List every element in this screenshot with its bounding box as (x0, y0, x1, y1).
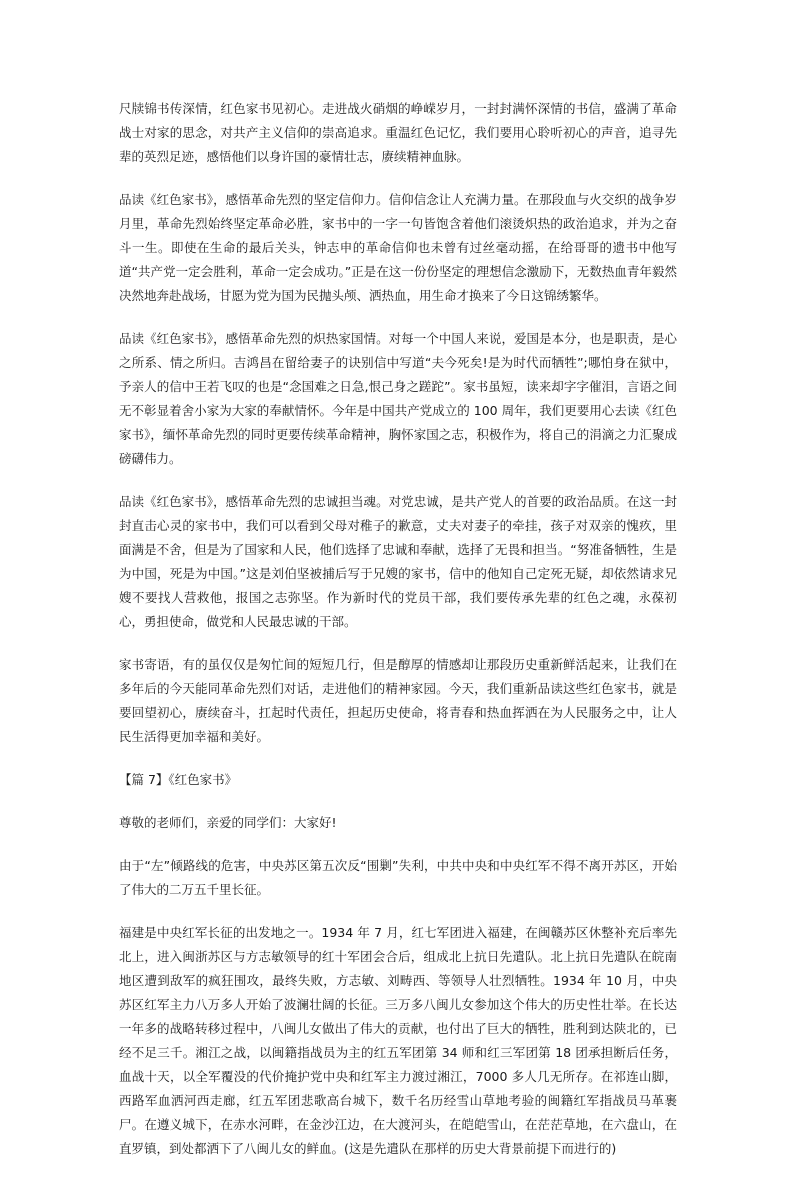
body-paragraph: 福建是中央红军长征的出发地之一。1934 年 7 月，红七军团进入福建，在闽赣苏区休整补充后率先北上，进入闽浙苏区与方志敏领导的红十军团会合后，组成北上抗日先遣队。北上抗日先遣队在皖南地区遭到敌军的疯狂围攻，最终失败，方志敏、刘畴西、等领导人壮烈牺牲。1934 年 10 月，中央苏区红军主力八万多人开始了波澜壮阔的长征。三万多八闽儿女参加这个伟大的历史性壮举。在长达一年多的战略转移过程中，八闽儿女做出了伟大的贡献，也付出了巨大的牺牲，胜利到达陕北的，已经不足三千。湘江之战，以闽籍指战员为主的红五军团第 34 师和红三军团第 18 团承担断后任务，血战十天，以全军覆没的代价掩护党中央和红军主力渡过湘江，7000 多人几无所存。在祁连山脚，西路军血洒河西走廊，红五军团悲歌高台城下，数千名历经雪山草地考验的闽籍红军指战员马革裹尸。在遵义城下，在赤水河畔，在金沙江边，在大渡河头，在皑皑雪山，在茫茫草地，在六盘山，在直罗镇，到处都洒下了八闽儿女的鲜血。(这是先遣队在那样的历史大背景前提下而进行的) (119, 925, 677, 1156)
body-paragraph: 由于“左”倾路线的危害，中央苏区第五次反“围剿”失利，中共中央和中央红军不得不离开苏区，开始了伟大的二万五千里长征。 (119, 858, 677, 897)
body-paragraph: 尺牍锦书传深情，红色家书见初心。走进战火硝烟的峥嵘岁月，一封封满怀深情的书信，盛满了革命战士对家的思念，对共产主义信仰的崇高追求。重温红色记忆，我们要用心聆听初心的声音，追寻先辈的英烈足迹，感悟他们以身许国的豪情壮志，赓续精神血脉。 (119, 101, 677, 164)
document-page (119, 97, 677, 1180)
body-paragraph: 品读《红色家书》，感悟革命先烈的炽热家国情。对每一个中国人来说，爱国是本分，也是职责，是心之所系、情之所归。吉鸿昌在留给妻子的诀别信中写道“夫今死矣!是为时代而牺牲”;哪怕身在狱中，予亲人的信中王若飞叹的也是“念国难之日急,恨己身之蹉跎”。家书虽短，读来却字字催泪，言语之间无不彰显着舍小家为大家的奉献情怀。今年是中国共产党成立的 100 周年，我们更要用心去读《红色家书》，缅怀革命先烈的同时更要传续革命精神，胸怀家国之志，积极作为，将自己的涓滴之力汇聚成磅礴伟力。 (119, 331, 677, 466)
greeting: 尊敬的老师们，亲爱的同学们：大家好! (119, 815, 337, 830)
section-heading: 【篇 7】《红色家书》 (119, 772, 238, 787)
body-paragraph: 品读《红色家书》，感悟革命先烈的坚定信仰力。信仰信念让人充满力量。在那段血与火交织的战争岁月里，革命先烈始终坚定革命必胜，家书中的一字一句皆饱含着他们滚烫炽热的政治追求，并为之奋斗一生。即使在生命的最后关头，钟志申的革命信仰也未曾有过丝毫动摇，在给哥哥的遗书中他写道“共产党一定会胜利，革命一定会成功。”正是在这一份份坚定的理想信念激励下，无数热血青年毅然决然地奔赴战场，甘愿为党为国为民抛头颅、洒热血，用生命才换来了今日这锦绣繁华。 (119, 192, 677, 303)
body-paragraph: 品读《红色家书》，感悟革命先烈的忠诚担当魂。对党忠诚，是共产党人的首要的政治品质。在这一封封直击心灵的家书中，我们可以看到父母对稚子的歉意，丈夫对妻子的牵挂，孩子对双亲的愧疚，里面满是不舍，但是为了国家和人民，他们选择了忠诚和奉献，选择了无畏和担当。“努准备牺牲，生是为中国，死是为中国。”这是刘伯坚被捕后写于兄嫂的家书，信中的他知自己定死无疑，却依然请求兄嫂不要找人营救他，报国之志弥坚。作为新时代的党员干部，我们要传承先辈的红色之魂，永葆初心，勇担使命，做党和人民最忠诚的干部。 (119, 494, 677, 629)
body-paragraph: 家书寄语，有的虽仅仅是匆忙间的短短几行，但是醇厚的情感却让那段历史重新鲜活起来，让我们在多年后的今天能同革命先烈们对话，走进他们的精神家园。今天，我们重新品读这些红色家书，就是要回望初心，赓续奋斗，扛起时代责任，担起历史使命，将青春和热血挥洒在为人民服务之中，让人民生活得更加幸福和美好。 (119, 657, 677, 744)
